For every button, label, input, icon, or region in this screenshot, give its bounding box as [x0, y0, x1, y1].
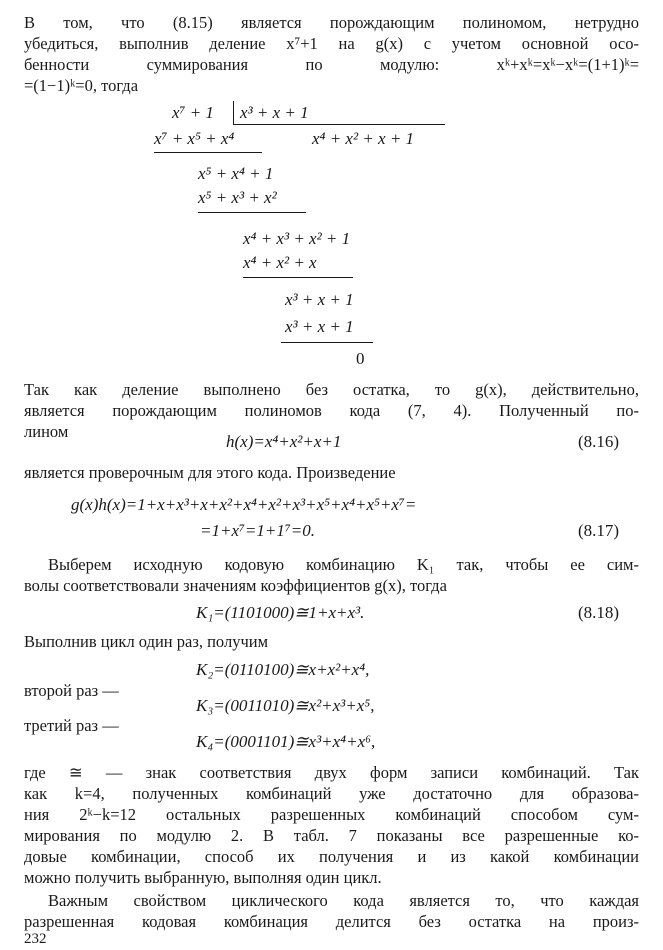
intro-line-1: В том, что (8.15) является порождающим полиномом, нетрудно [24, 13, 639, 32]
division-final-remainder: 0 [356, 349, 365, 368]
page-number: 232 [24, 931, 47, 947]
division-rule-1 [154, 152, 262, 153]
division-quotient: x⁴ + x² + x + 1 [312, 129, 415, 148]
cycle-third-label: третий раз — [24, 716, 119, 735]
para2-line-1: Так как деление выполнено без остатка, то g(x), действительно, [24, 380, 639, 399]
division-subtrahend-4: x³ + x + 1 [285, 317, 354, 336]
para2-line-2: является порождающим полиномов кода (7, 4). Полученный по- [24, 401, 639, 420]
para5-line-6: можно получить выбранную, выполняя один цикл. [24, 868, 382, 887]
division-remainder-2: x⁴ + x³ + x² + 1 [243, 229, 351, 248]
para2-line-3: лином [24, 422, 69, 441]
para6-line-1: Важным свойством циклического кода является то, что каждая [48, 891, 639, 910]
division-subtrahend-3: x⁴ + x² + x [243, 253, 317, 272]
equation-8-16-number: (8.16) [578, 432, 620, 451]
equation-8-17-line-1: g(x)h(x)=1+x+x³+x+x²+x⁴+x²+x³+x⁵+x⁴+x⁵+x⁷= [71, 495, 417, 514]
equation-8-16: h(x)=x⁴+x²+x+1 [226, 432, 342, 451]
k2-formula: K₂=(0110100)≅x+x²+x⁴, [196, 660, 370, 679]
equation-8-17-line-2: =1+x⁷=1+1⁷=0. [200, 521, 315, 540]
division-rule-2 [198, 212, 306, 213]
division-divisor: x³ + x + 1 [240, 103, 309, 122]
para4-line-1: Выберем исходную кодовую комбинацию K₁ так, чтобы ее сим- [48, 555, 639, 574]
para4-line-2: волы соответствовали значениям коэффициентов g(x), тогда [24, 576, 447, 595]
para5-line-3: ния 2ᵏ−k=12 остальных разрешенных комбинаций способом сум- [24, 805, 639, 824]
division-subtrahend-2: x⁵ + x³ + x² [198, 188, 277, 207]
intro-line-3: бенности суммирования по модулю: xᵏ+xᵏ=xᵏ−xᵏ=(1+1)ᵏ= [24, 55, 639, 74]
cycle-second-label: второй раз — [24, 681, 119, 700]
para5-line-2: как k=4, полученных комбинаций уже достаточно для образова- [24, 784, 639, 803]
para6-line-2: разрешенная кодовая комбинация делится без остатка на произ- [24, 912, 639, 931]
para3-line-1: является проверочным для этого кода. Произведение [24, 463, 396, 482]
cycle-intro: Выполнив цикл один раз, получим [24, 632, 269, 651]
division-remainder-3: x³ + x + 1 [285, 290, 354, 309]
k3-formula: K₃=(0011010)≅x²+x³+x⁵, [196, 696, 375, 715]
division-divisor-rule [233, 124, 445, 125]
para5-line-1: где ≅ — знак соответствия двух форм записи комбинаций. Так [24, 763, 639, 782]
k4-formula: K₄=(0001101)≅x³+x⁴+x⁶, [196, 732, 376, 751]
equation-8-18-number: (8.18) [578, 603, 620, 622]
intro-line-4: =(1−1)ᵏ=0, тогда [24, 76, 139, 95]
division-vertical-bar [233, 101, 234, 124]
division-first-subtrahend: x⁷ + x⁵ + x⁴ [154, 129, 235, 148]
division-dividend: x⁷ + 1 [172, 103, 214, 122]
equation-8-17-number: (8.17) [578, 521, 620, 540]
equation-8-18: K₁=(1101000)≅1+x+x³. [196, 603, 365, 622]
intro-line-2: убедиться, выполнив деление x⁷+1 на g(x) с учетом основной осо- [24, 34, 639, 53]
division-rule-4 [281, 342, 373, 343]
division-remainder-1: x⁵ + x⁴ + 1 [198, 164, 274, 183]
para5-line-5: довые комбинации, способ их получения и из какой комбинации [24, 847, 639, 866]
para5-line-4: мирования по модулю 2. В табл. 7 показаны все разрешенные ко- [24, 826, 639, 845]
division-rule-3 [243, 277, 353, 278]
